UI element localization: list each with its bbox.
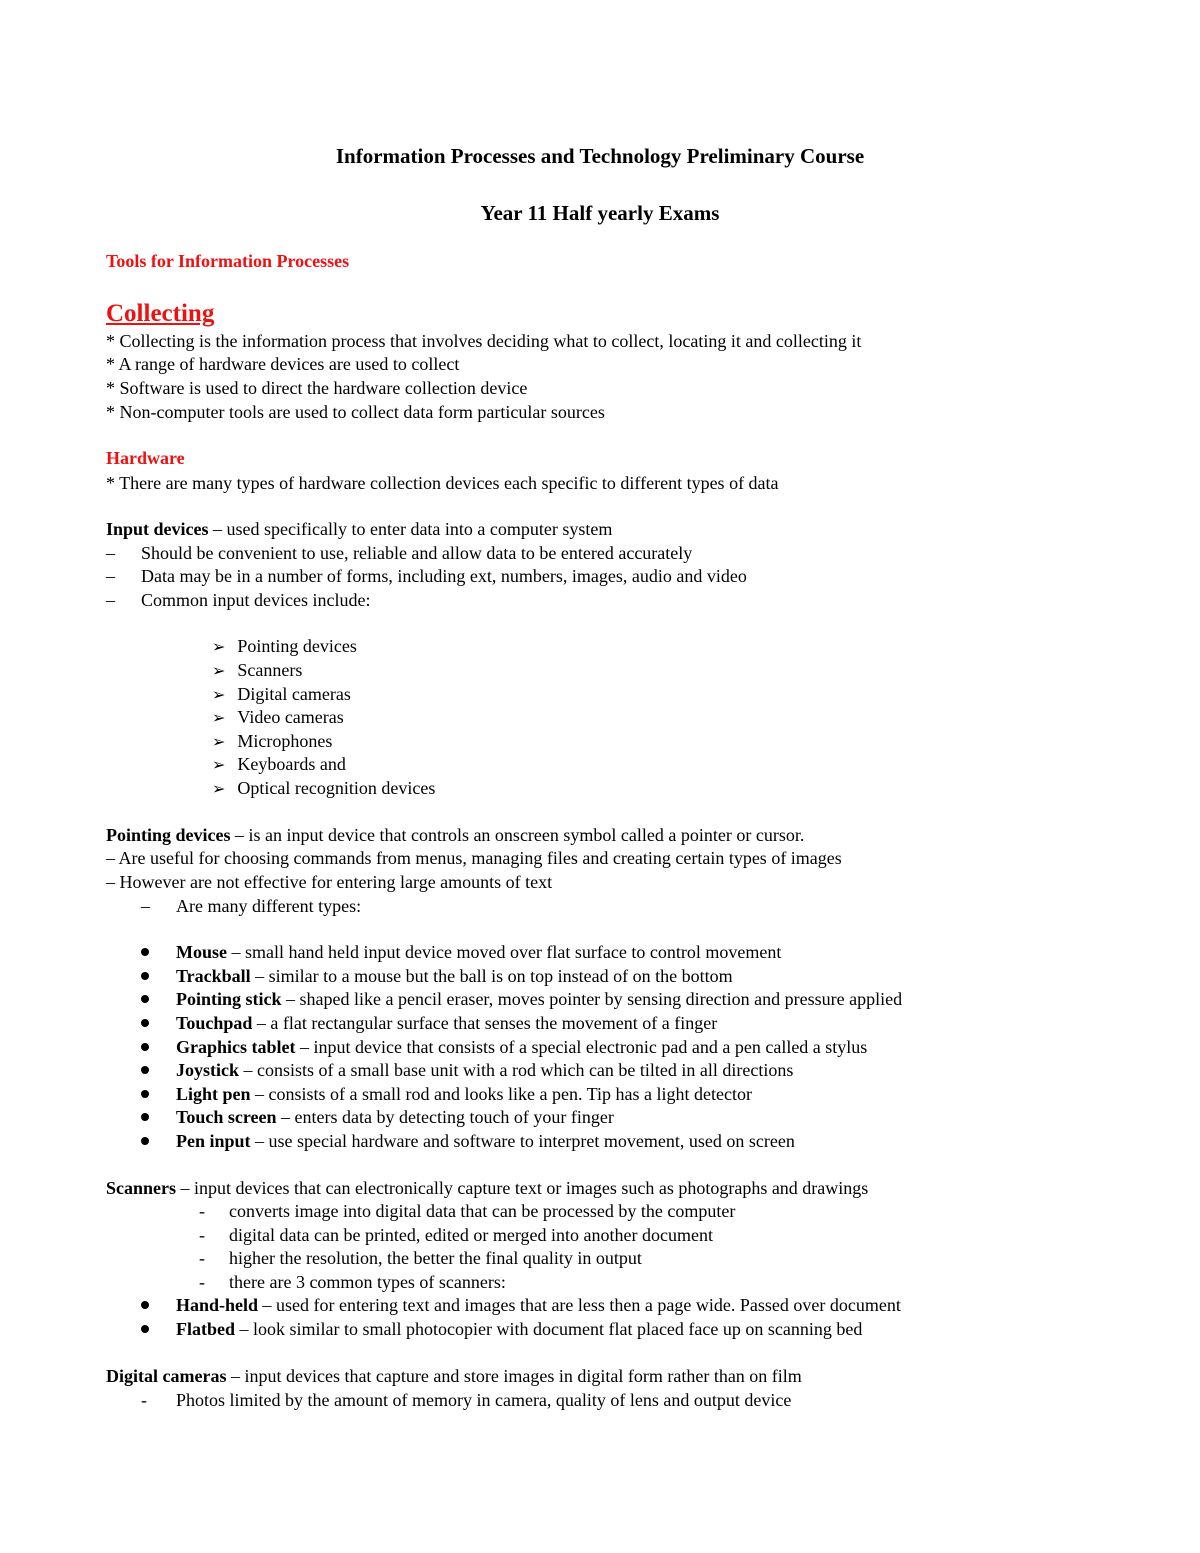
dash-marker: -: [141, 1390, 147, 1410]
arrow-list-text: Scanners: [237, 660, 303, 680]
definition: – consists of a small rod and looks like a pen. Tip has a light detector: [250, 1084, 752, 1104]
definition: – input device that consists of a special electronic pad and a pen called a stylus: [295, 1037, 868, 1057]
term: Joystick: [176, 1060, 239, 1080]
bullet-item: [141, 943, 781, 961]
term: Input devices: [106, 519, 209, 539]
term: Flatbed: [176, 1319, 236, 1339]
dash-marker: –: [141, 896, 150, 916]
dash-marker: -: [199, 1225, 205, 1245]
definition: – small hand held input device moved over flat surface to control movement: [227, 942, 782, 962]
dash-item: [199, 1226, 713, 1244]
bullet-item: [141, 1296, 901, 1314]
collecting-point: * Non-computer tools are used to collect data form particular sources: [106, 402, 605, 422]
bullet-item: [141, 1061, 793, 1079]
dash-text: there are 3 common types of scanners:: [229, 1272, 506, 1292]
definition: – is an input device that controls an onscreen symbol called a pointer or cursor.: [230, 825, 805, 845]
bullet-item: [141, 1320, 862, 1338]
definition: – a flat rectangular surface that senses the movement of a finger: [252, 1013, 718, 1033]
pointing-note: – However are not effective for entering large amounts of text: [106, 872, 553, 892]
document-subtitle: Year 11 Half yearly Exams: [480, 201, 720, 225]
term: Pointing stick: [176, 989, 282, 1009]
bullet-dot-icon: [141, 972, 149, 980]
arrow-bullet-icon: ➢: [212, 639, 226, 656]
definition: – enters data by detecting touch of your finger: [276, 1107, 614, 1127]
bullet-dot-icon: [141, 1113, 149, 1121]
arrow-list-text: Optical recognition devices: [237, 778, 436, 798]
arrow-list-text: Video cameras: [237, 707, 344, 727]
definition: – used for entering text and images that are less then a page wide. Passed over document: [258, 1295, 901, 1315]
pointing-note: – Are useful for choosing commands from menus, managing files and creating certain types of images: [106, 848, 842, 868]
definition: – used specifically to enter data into a computer system: [208, 519, 613, 539]
dash-item: [199, 1273, 506, 1291]
arrow-list-item: [212, 661, 302, 680]
definition: – input devices that can electronically capture text or images such as photographs and drawings: [176, 1178, 869, 1198]
definition: – input devices that capture and store images in digital form rather than on film: [226, 1366, 802, 1386]
arrow-list-text: Pointing devices: [237, 636, 357, 656]
term: Graphics tablet: [176, 1037, 296, 1057]
bullet-item: [141, 1132, 795, 1150]
term: Pen input: [176, 1131, 251, 1151]
arrow-list-item: [212, 779, 435, 798]
bullet-dot-icon: [141, 1325, 149, 1333]
bullet-item: [141, 1108, 614, 1126]
term: Hand-held: [176, 1295, 259, 1315]
bullet-item: [141, 1038, 867, 1056]
bullet-dot-icon: [141, 948, 149, 956]
arrow-list-text: Microphones: [237, 731, 333, 751]
dash-text: Data may be in a number of forms, including ext, numbers, images, audio and video: [141, 566, 747, 586]
dash-text: higher the resolution, the better the final quality in output: [229, 1248, 642, 1268]
dash-item: [199, 1202, 735, 1220]
arrow-list-item: [212, 637, 357, 656]
input-devices-definition: [106, 520, 612, 538]
definition: – use special hardware and software to interpret movement, used on screen: [250, 1131, 795, 1151]
digital-cameras-definition: [106, 1367, 802, 1385]
bullet-dot-icon: [141, 1066, 149, 1074]
section-heading: Tools for Information Processes: [106, 251, 350, 271]
bullet-dot-icon: [141, 995, 149, 1003]
term: Touchpad: [176, 1013, 253, 1033]
arrow-list-item: [212, 685, 351, 704]
arrow-list-text: Keyboards and: [237, 754, 346, 774]
term: Touch screen: [176, 1107, 277, 1127]
pointing-devices-definition: [106, 826, 804, 844]
term: Pointing devices: [106, 825, 231, 845]
dash-marker: –: [106, 590, 115, 610]
dash-text: Common input devices include:: [141, 590, 371, 610]
definition: – shaped like a pencil eraser, moves pointer by sensing direction and pressure applied: [281, 989, 903, 1009]
term: Digital cameras: [106, 1366, 227, 1386]
term: Trackball: [176, 966, 251, 986]
definition: – consists of a small base unit with a rod which can be tilted in all directions: [239, 1060, 794, 1080]
document-title: Information Processes and Technology Preliminary Course: [335, 144, 865, 168]
arrow-bullet-icon: ➢: [212, 734, 226, 751]
term: Light pen: [176, 1084, 251, 1104]
dash-item: [106, 591, 370, 609]
bullet-dot-icon: [141, 1019, 149, 1027]
hardware-heading: Hardware: [106, 448, 185, 468]
dash-item: [106, 544, 692, 562]
bullet-item: [141, 1085, 752, 1103]
collecting-point: * Software is used to direct the hardware collection device: [106, 378, 528, 398]
dash-marker: -: [199, 1201, 205, 1221]
dash-marker: -: [199, 1272, 205, 1292]
bullet-item: [141, 990, 902, 1008]
arrow-bullet-icon: ➢: [212, 781, 226, 798]
definition: – similar to a mouse but the ball is on top instead of on the bottom: [250, 966, 733, 986]
dash-text: digital data can be printed, edited or merged into another document: [229, 1225, 714, 1245]
bullet-item: [141, 967, 733, 985]
arrow-list-item: [212, 732, 332, 751]
dash-text: Should be convenient to use, reliable and allow data to be entered accurately: [141, 543, 693, 563]
dash-text: converts image into digital data that can be processed by the computer: [229, 1201, 736, 1221]
bullet-dot-icon: [141, 1090, 149, 1098]
dash-text: Photos limited by the amount of memory in camera, quality of lens and output device: [176, 1390, 792, 1410]
bullet-item: [141, 1014, 717, 1032]
arrow-bullet-icon: ➢: [212, 710, 226, 727]
dash-item: [199, 1249, 642, 1267]
bullet-dot-icon: [141, 1137, 149, 1145]
bullet-dot-icon: [141, 1301, 149, 1309]
dash-item: [141, 1391, 791, 1409]
arrow-bullet-icon: ➢: [212, 757, 226, 774]
collecting-heading: Collecting: [106, 300, 215, 327]
hardware-point: * There are many types of hardware collection devices each specific to different types of data: [106, 473, 779, 493]
arrow-list-item: [212, 755, 346, 774]
arrow-bullet-icon: ➢: [212, 687, 226, 704]
arrow-list-text: Digital cameras: [237, 684, 351, 704]
dash-item: [141, 897, 361, 915]
bullet-dot-icon: [141, 1043, 149, 1051]
collecting-point: * Collecting is the information process that involves deciding what to collect, locating it and collecting it: [106, 331, 862, 351]
dash-text: Are many different types:: [176, 896, 362, 916]
scanners-definition: [106, 1179, 868, 1197]
term: Mouse: [176, 942, 227, 962]
arrow-bullet-icon: ➢: [212, 663, 226, 680]
term: Scanners: [106, 1178, 177, 1198]
arrow-list-item: [212, 708, 344, 727]
collecting-point: * A range of hardware devices are used to collect: [106, 354, 460, 374]
definition: – look similar to small photocopier with document flat placed face up on scanning bed: [235, 1319, 863, 1339]
dash-marker: –: [106, 566, 115, 586]
dash-marker: -: [199, 1248, 205, 1268]
dash-item: [106, 567, 747, 585]
dash-marker: –: [106, 543, 115, 563]
